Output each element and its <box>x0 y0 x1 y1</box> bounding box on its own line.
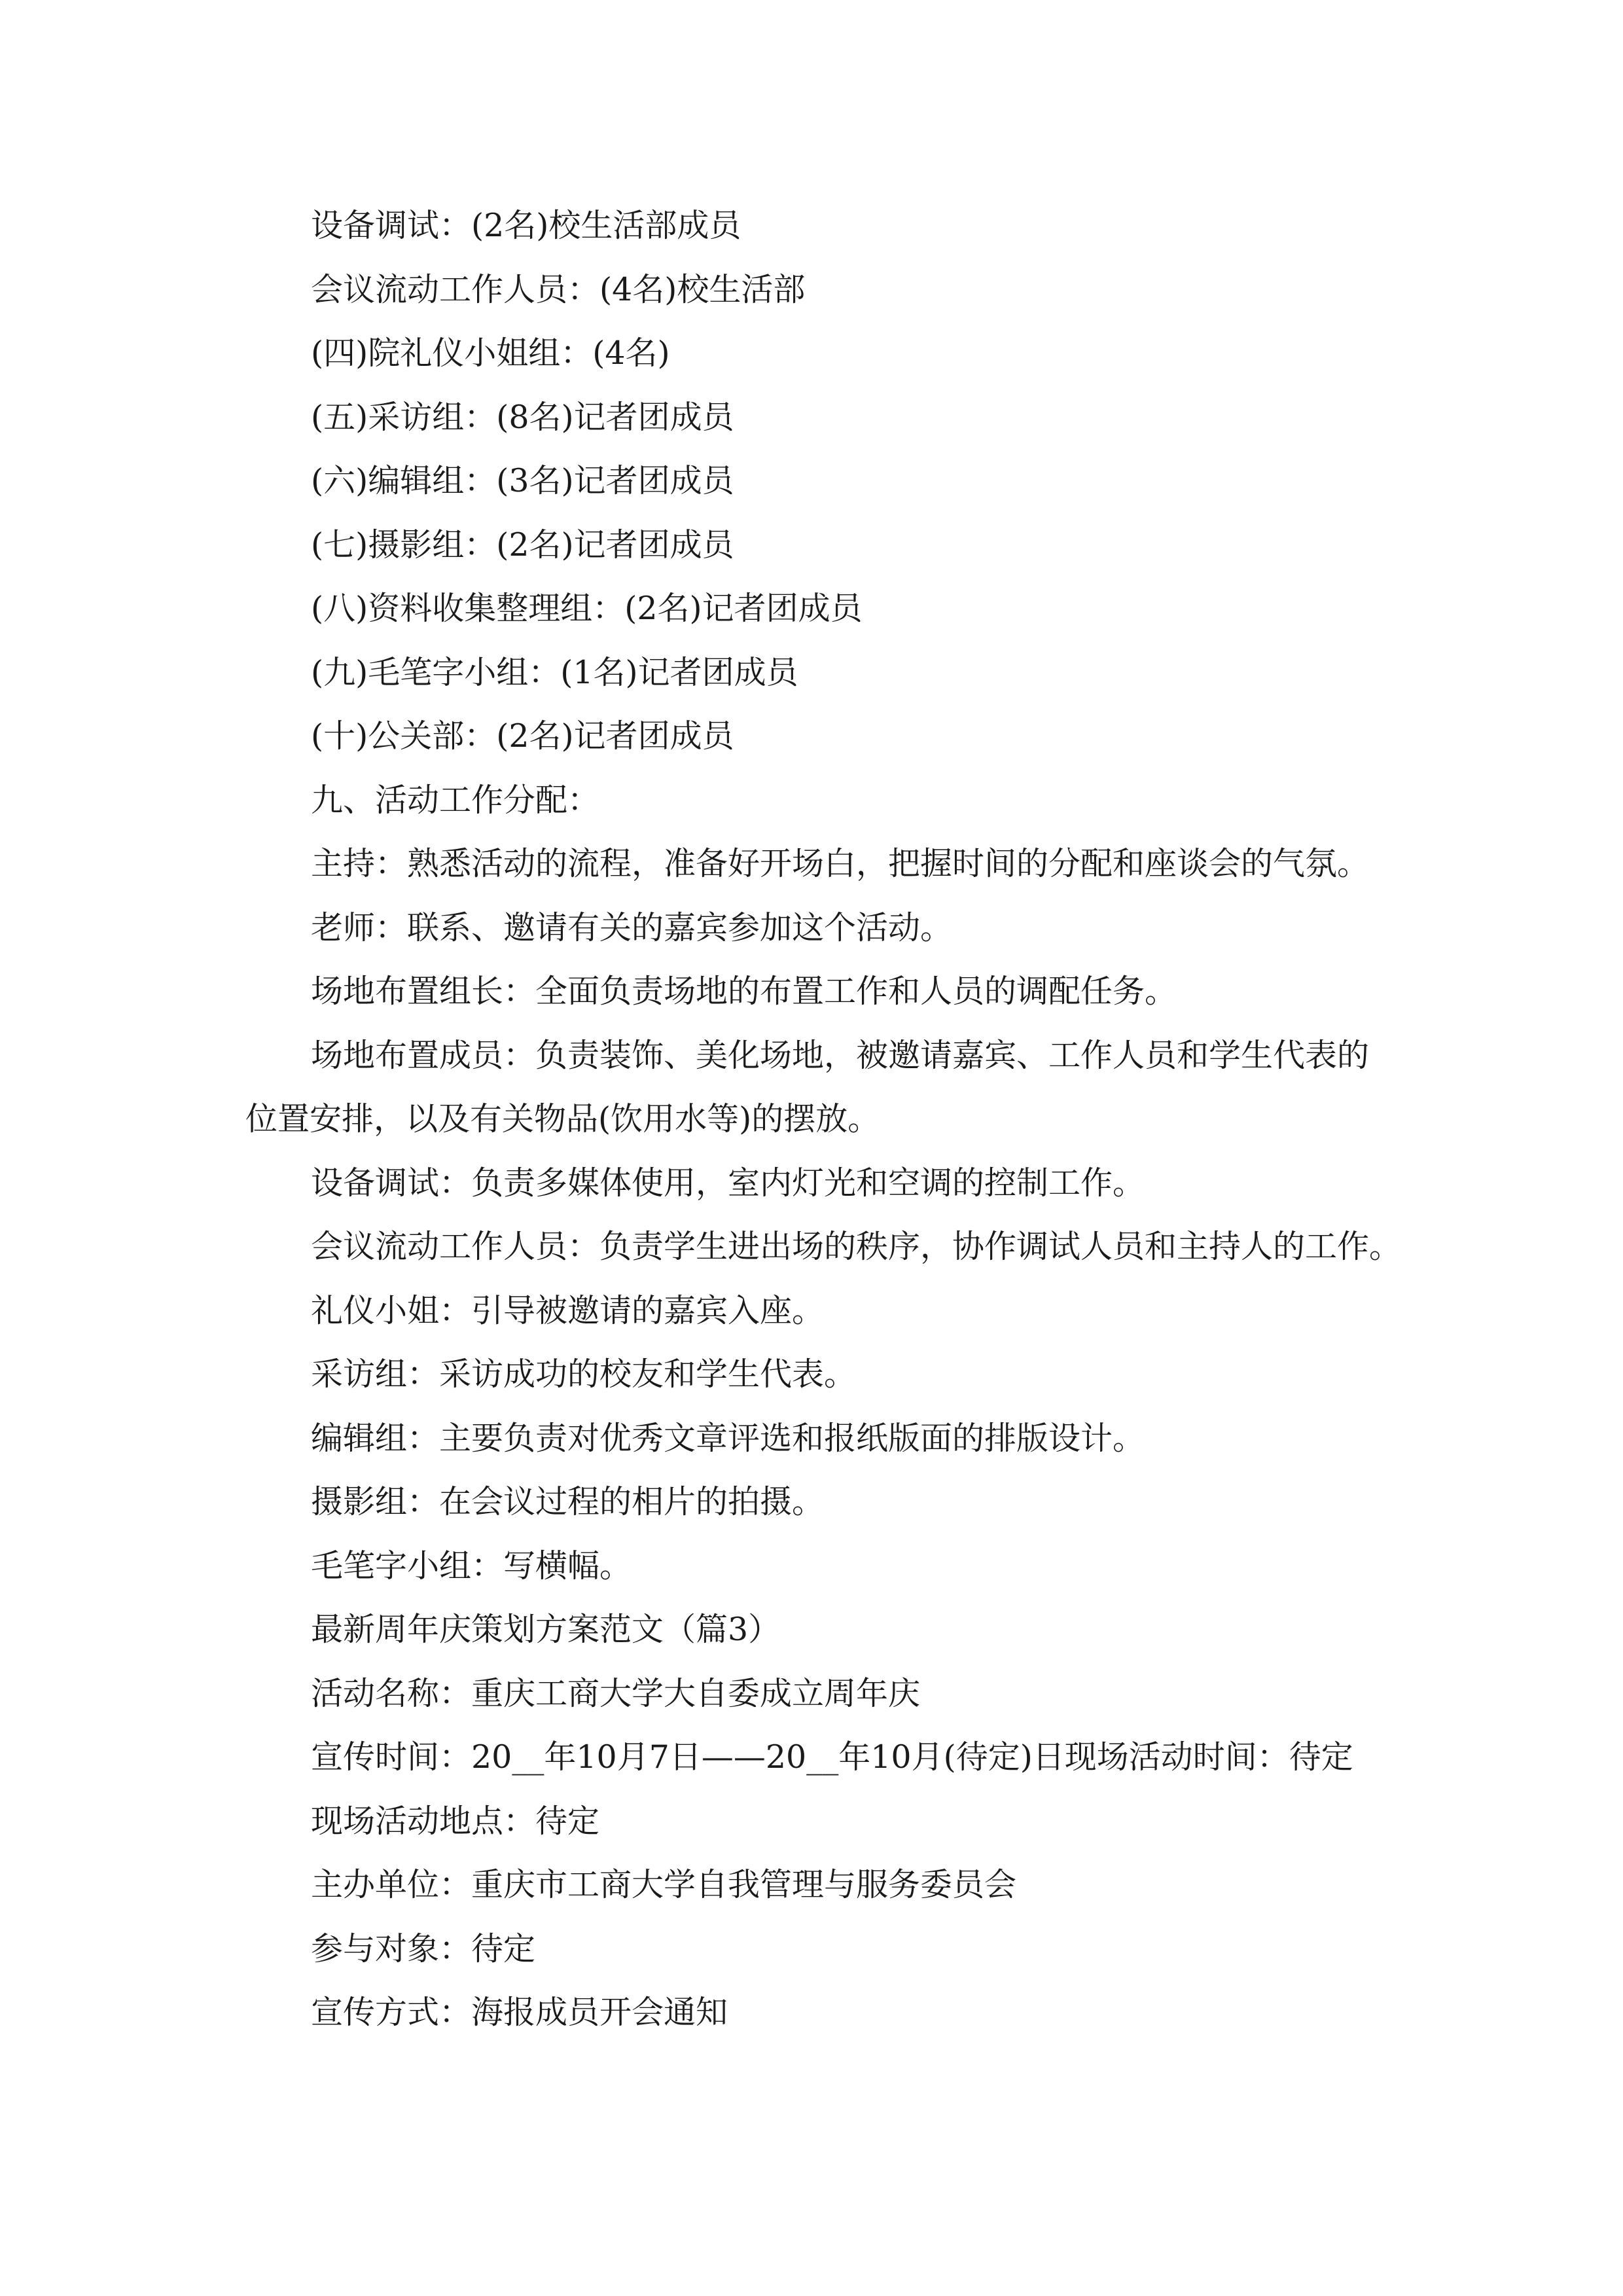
text-line: 摄影组：在会议过程的相片的拍摄。 <box>311 1483 825 1520</box>
text-line: 会议流动工作人员：负责学生进出场的秩序，协作调试人员和主持人的工作。 <box>311 1228 1402 1265</box>
text-line: 编辑组：主要负责对优秀文章评选和报纸版面的排版设计。 <box>311 1419 1145 1457</box>
section-heading: 九、活动工作分配： <box>311 781 600 819</box>
text-line: 场地布置组长：全面负责场地的布置工作和人员的调配任务。 <box>311 973 1177 1010</box>
text-line: 活动名称：重庆工商大学大自委成立周年庆 <box>311 1674 921 1712</box>
text-line: 会议流动工作人员：(4名)校生活部 <box>311 270 806 308</box>
text-line: (六)编辑组：(3名)记者团成员 <box>311 462 734 499</box>
text-line: (九)毛笔字小组：(1名)记者团成员 <box>311 653 798 691</box>
text-line: 场地布置成员：负责装饰、美化场地，被邀请嘉宾、工作人员和学生代表的 <box>311 1036 1370 1074</box>
text-line: (七)摄影组：(2名)记者团成员 <box>311 526 734 564</box>
text-line: 设备调试：负责多媒体使用，室内灯光和空调的控制工作。 <box>311 1164 1145 1202</box>
text-line: 老师：联系、邀请有关的嘉宾参加这个活动。 <box>311 908 953 946</box>
text-line: (四)院礼仪小姐组：(4名) <box>311 334 670 372</box>
text-line: 采访组：采访成功的校友和学生代表。 <box>311 1355 857 1393</box>
text-line-continuation: 位置安排，以及有关物品(饮用水等)的摆放。 <box>245 1100 880 1138</box>
document-body <box>245 194 1402 2045</box>
text-line: 现场活动地点：待定 <box>311 1802 600 1840</box>
text-line: (五)采访组：(8名)记者团成员 <box>311 398 734 436</box>
text-line: (十)公关部：(2名)记者团成员 <box>311 717 734 755</box>
text-line: 宣传时间：20__年10月7日——20__年10月(待定)日现场活动时间：待定 <box>311 1738 1353 1776</box>
text-line: (八)资料收集整理组：(2名)记者团成员 <box>311 590 863 627</box>
text-line: 毛笔字小组：写横幅。 <box>311 1547 632 1585</box>
text-line: 主办单位：重庆市工商大学自我管理与服务委员会 <box>311 1866 1017 1903</box>
text-line: 参与对象：待定 <box>311 1929 536 1967</box>
text-line: 宣传方式：海报成员开会通知 <box>311 1994 728 2031</box>
section-heading: 最新周年庆策划方案范文（篇3） <box>311 1611 781 1648</box>
text-line: 主持：熟悉活动的流程，准备好开场白，把握时间的分配和座谈会的气氛。 <box>311 845 1370 882</box>
text-line: 设备调试：(2名)校生活部成员 <box>311 207 741 244</box>
text-line: 礼仪小姐：引导被邀请的嘉宾入座。 <box>311 1291 825 1329</box>
